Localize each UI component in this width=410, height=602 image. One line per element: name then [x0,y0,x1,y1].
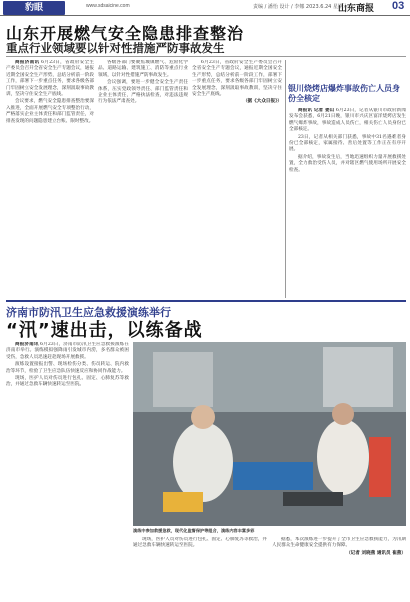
photo-caption: 演练中参加救援急救，现代化监督保护等组合，演练内容丰富多彩 [133,528,255,533]
article1-paragraph: 各级各部门要聚焦城镇燃气、危险化学品、道路运输、建筑施工、消防等重点行业领域，以针对性措施严防事故发生。 [98,60,188,78]
main-subheadline: 重点行业领域要以针对性措施严防事故发生 [6,41,225,55]
page-number: 03 [392,0,405,12]
paper-title: 山东商报 [338,4,375,14]
section-divider [6,300,406,302]
article1-column-2 [98,60,188,298]
article1-column-1 [6,60,94,298]
sidebar-body [289,108,406,298]
article2-column-1 [6,342,129,597]
article2-byline: 商报济南讯 [15,342,39,347]
article2-headline: “汛”速出击，以练备战 [6,320,203,341]
headline-divider [6,56,406,57]
article1-paragraph: 会议要求，燃气安全隐患排查整治要深入推进，全面开展燃气安全专项整治行动，严格落实企业主体责任和部门监管责任，对排查发现的问题隐患建立台账、限时整改。 [6,99,94,124]
site-url[interactable]: www.sdsaicine.com [86,3,130,9]
drill-photo-illustration [133,342,406,526]
section-logo: 豹眼 [3,1,65,15]
sidebar-paragraph: 据介绍，事故发生后，当地迅速组织力量开展救援处置，全力救治受伤人员，并对辖区燃气使用场所开展安全检查。 [289,154,406,173]
article2-paragraph: 现场，医护人员对伤员进行包扎、固定、心肺复苏等救治，并通过急救车辆快速转运至医院。 [6,376,129,388]
article2-paragraph: 演练设置接报出警、现场检伤分类、伤员转运、院内救治等环节，检验了卫生应急队伍快速反应和协同作战能力。 [6,362,129,374]
article1-paragraph: 会议强调，要进一步健全安全生产责任体系，压实党政领导责任、部门监管责任和企业主体责任，严格执法检查，对违法违规行为依法严肃查处。 [98,80,188,105]
article1-column-3 [192,60,282,298]
sidebar-paragraph: 23日，记者从相关部门获悉，事故中31名遇难者身份已全部核定，家属接待、善后处置等工作正在有序开展。 [289,134,406,153]
article2-column-2 [133,537,267,597]
edition-meta: 责编 / 潘怡 设计 / 李娜 2023.6.24 星期六 [253,4,348,10]
masthead-bar [0,0,410,16]
article1-paragraph: 6月23日，省政府安全生产委员会召开全省安全生产专题会议，通报近期全国安全生产形势，总结分析前一阶段工作，部署下一步重点任务，要求各级各部门牢固树立安全发展理念，深刻汲取事故教训，坚决守住安全生产底线。 [6,60,94,98]
sidebar-byline: 商报讯 记者 姜山 [298,108,335,113]
article2-paragraph: 据悉，本次演练进一步提升了全市卫生应急救援能力，为汛期人民群众生命健康安全提供有力保障。 [272,537,406,549]
article2-paragraph: 6月23日，济南市防汛卫生应急救援演练在济南市举行。演练模拟强降雨引发城市内涝，多名群众被困受伤，急救人员迅速赶赴现场开展救援。 [6,342,129,360]
article2-column-3 [272,537,406,597]
article1-sign: （据《大众日报》） [242,99,282,105]
article2-sign: （记者 刘晓燕 通讯员 崔燕） [346,550,406,556]
article2-paragraph: 现场，医护人员对伤员进行包扎、固定、心肺复苏等救治，并通过急救车辆快速转运至医院。 [133,537,267,549]
article1-byline: 商报济南讯 [15,60,40,65]
article2-kicker: 济南市防汛卫生应急救援演练举行 [6,306,171,319]
column-divider [285,60,286,298]
sidebar-paragraph: 6月23日，记者从银川市政府新闻发布会获悉，6月21日晚，银川市兴庆区富洋烧烤店发生燃气爆炸事故，事故造成人员伤亡，相关伤亡人员身份已全部核定。 [289,108,406,133]
sidebar-headline: 银川烧烤店爆炸事故伤亡人员身份全核定 [288,84,400,103]
main-headline: 山东开展燃气安全隐患排查整治 [6,24,245,43]
article1-paragraph: 6月23日，省政府安全生产委员会召开全省安全生产专题会议，通报近期全国安全生产形势，总结分析前一阶段工作，部署下一步重点任务，要求各级各部门牢固树立安全发展理念，深刻汲取事故教训，坚决守住安全生产底线。 [192,60,282,98]
drill-photo [133,342,406,526]
